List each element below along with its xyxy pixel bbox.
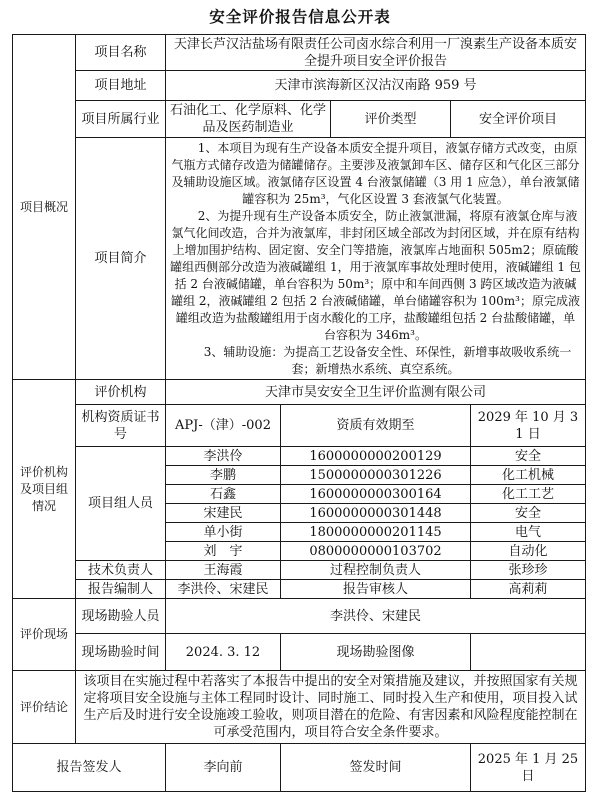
process-lead-value: 张珍珍 [471, 561, 586, 580]
project-address-value: 天津市滨海新区汉沽汉南路 959 号 [166, 71, 586, 101]
conclusion-label: 评价结论 [13, 671, 76, 744]
row-conclusion [13, 671, 586, 744]
issuer-label: 报告签发人 [13, 744, 166, 792]
team-member-specialty: 电气 [471, 523, 586, 542]
team-member-cert-no: 1600000000301448 [281, 504, 471, 523]
project-name-label: 项目名称 [76, 35, 166, 71]
intro-paragraph: 2、为提升现有生产设备本质安全，防止液氯泄漏，将原有液氯仓库与液氯气化间改造，合并为液氯库，非封闭区域全部改为封闭区域，并在原有结构上增加围护结构、固定窗、安全门等措施，液氯库占地面积 505m2；原硫酸罐组西侧部分改造为液碱罐组 1，用于液氯库事故处理时使用，液碱罐组 1 包括 2 台液碱储罐，单台容积为 50m³；原中和车间西侧 3 跨区域改造为液碱罐组 2，液碱罐组 2 包括 2 台液碱储罐，单台储罐容积为 100m³；原完成液罐组改造为盐酸罐组用于卤水酸化的工序，盐酸罐组包括 2 台盐酸储罐，单台容积为 346m³。 [170, 208, 581, 342]
team-member-specialty: 安全 [471, 504, 586, 523]
row-issuance [13, 744, 586, 792]
section-label-project-overview: 项目概况 [13, 35, 76, 380]
report-reviewer-label: 报告审核人 [281, 580, 471, 599]
row-project-intro [13, 138, 586, 380]
team-member-specialty: 化工机械 [471, 466, 586, 485]
site-image-cell [471, 634, 586, 671]
project-intro-text [166, 138, 586, 380]
section-label-eval-org: 评价机构及项目组情况 [13, 380, 76, 599]
section-label-site: 评价现场 [13, 599, 76, 671]
row-org-cert [13, 405, 586, 447]
team-member-name: 石鑫 [166, 485, 281, 504]
site-inspectors-value: 李洪伶、宋建民 [166, 599, 586, 634]
report-reviewer-value: 高莉莉 [471, 580, 586, 599]
eval-type-value: 安全评价项目 [451, 101, 586, 138]
cert-validity-label: 资质有效期至 [281, 405, 471, 447]
team-member-cert-no: 1600000000200129 [281, 447, 471, 466]
site-image-label: 现场勘验图像 [281, 634, 471, 671]
site-time-value: 2024. 3. 12 [166, 634, 281, 671]
cert-no-value: APJ-（津）-002 [166, 405, 281, 447]
report-author-value: 李洪伶、宋建民 [166, 580, 281, 599]
team-member-specialty: 安全 [471, 447, 586, 466]
team-member-row [13, 447, 586, 466]
team-member-cert-no: 1600000000300164 [281, 485, 471, 504]
team-member-cert-no: 1500000000301226 [281, 466, 471, 485]
eval-type-label: 评价类型 [331, 101, 451, 138]
team-member-name: 单小街 [166, 523, 281, 542]
project-name-value: 天津长芦汉沽盐场有限责任公司卤水综合利用一厂溴素生产设备本质安全提升项目安全评价报告 [166, 35, 586, 71]
project-industry-label: 项目所属行业 [76, 101, 166, 138]
intro-paragraph: 3、辅助设施：为提高工艺设备安全性、环保性，新增事故吸收系统一套；新增热水系统、真空系统。 [203, 344, 572, 376]
row-site-time [13, 634, 586, 671]
cert-no-label: 机构资质证书号 [76, 405, 166, 447]
team-label: 项目组人员 [76, 447, 166, 561]
project-address-label: 项目地址 [76, 71, 166, 101]
report-author-label: 报告编制人 [76, 580, 166, 599]
tech-lead-label: 技术负责人 [76, 561, 166, 580]
cert-validity-value: 2029 年 10 月 31 日 [471, 405, 586, 447]
team-member-name: 李鹏 [166, 466, 281, 485]
disclosure-table [12, 34, 586, 792]
row-project-address [13, 71, 586, 101]
conclusion-text: 该项目在实施过程中若落实了本报告中提出的安全对策措施及建议，并按照国家有关规定将项目安全设施与主体工程同时设计、同时施工、同时投入生产和使用，项目投入试生产后及时进行安全设施竣工验收，则项目潜在的危险、有害因素和风险程度能控制在可承受范围内，项目符合安全条件要求。 [76, 671, 586, 744]
team-member-specialty: 自动化 [471, 542, 586, 561]
team-member-name: 宋建民 [166, 504, 281, 523]
issue-date-value: 2025 年 1 月 25 日 [471, 744, 586, 792]
eval-org-value: 天津市昊安安全卫生评价监测有限公司 [166, 380, 586, 405]
row-tech-lead [13, 561, 586, 580]
team-member-cert-no: 1800000000201145 [281, 523, 471, 542]
site-time-label: 现场勘验时间 [76, 634, 166, 671]
team-member-name: 刘 宇 [166, 542, 281, 561]
process-lead-label: 过程控制负责人 [281, 561, 471, 580]
row-eval-org [13, 380, 586, 405]
site-inspectors-label: 现场勘验人员 [76, 599, 166, 634]
team-member-specialty: 化工工艺 [471, 485, 586, 504]
issuer-value: 李向前 [166, 744, 281, 792]
project-intro-label: 项目简介 [76, 138, 166, 380]
tech-lead-value: 王海霞 [166, 561, 281, 580]
row-project-name [13, 35, 586, 71]
intro-paragraph: 1、本项目为现有生产设备本质安全提升项目，液氯存储方式改变，由原气瓶方式储存改造为储罐储存。主要涉及液氯卸车区、储存区和气化区三部分及辅助设施区域。液氯储存区设置 4 台液氯储罐（3 用 1 应急），单台液氯储罐容积为 25m³，气化区设置 3 套液氯气化装置。 [171, 140, 580, 206]
row-report-author [13, 580, 586, 599]
eval-org-label: 评价机构 [76, 380, 166, 405]
team-member-cert-no: 0800000000103702 [281, 542, 471, 561]
issue-date-label: 签发时间 [281, 744, 471, 792]
page-title: 安全评价报告信息公开表 [209, 7, 391, 26]
project-industry-value: 石油化工、化学原料、化学品及医药制造业 [166, 101, 331, 138]
team-member-name: 李洪伶 [166, 447, 281, 466]
row-site-inspectors [13, 599, 586, 634]
row-project-industry [13, 101, 586, 138]
